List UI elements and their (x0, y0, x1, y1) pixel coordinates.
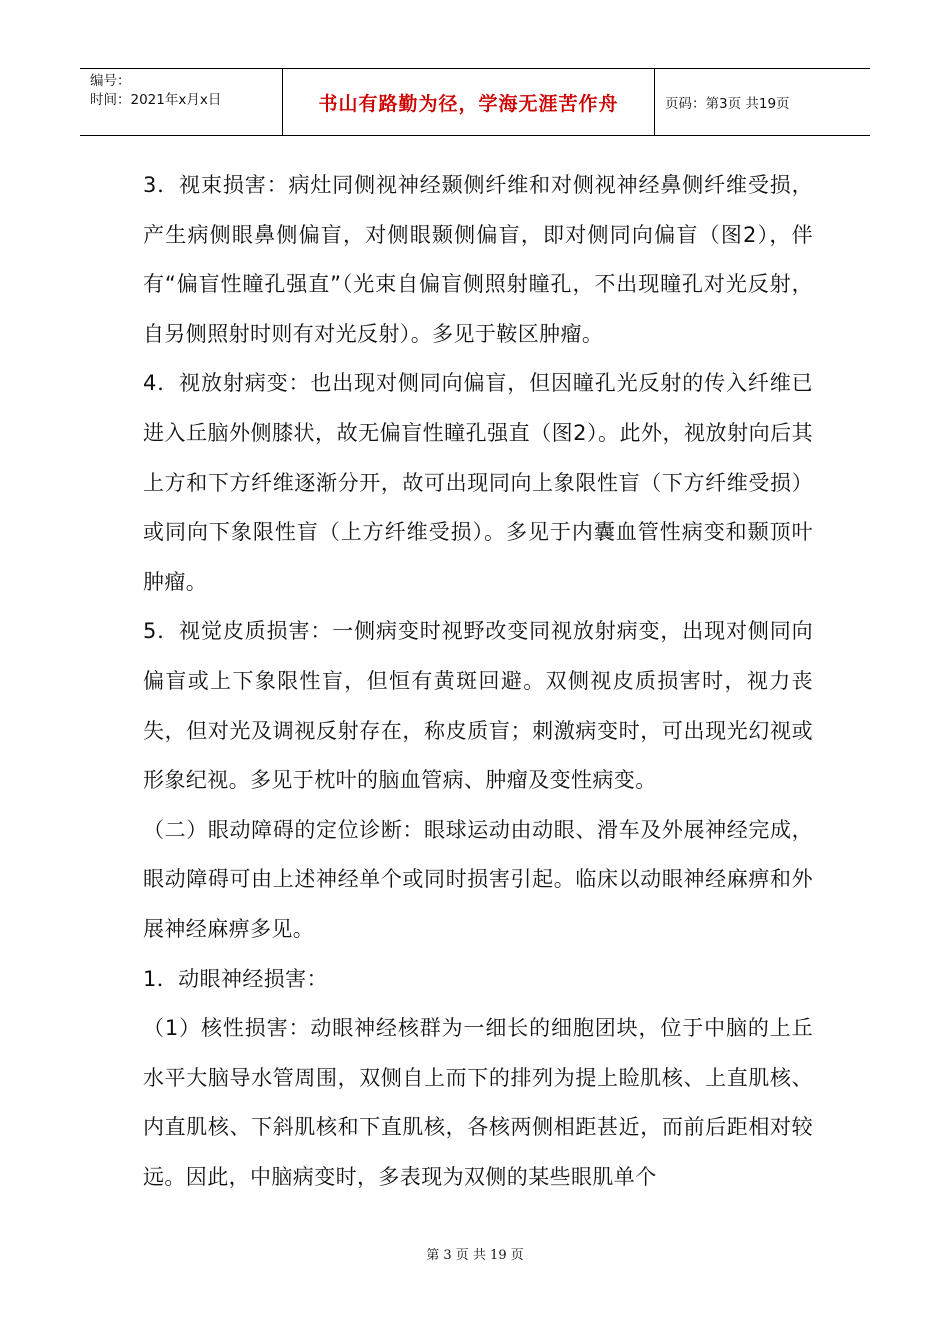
document-date: 时间：2021年x月x日 (90, 92, 222, 108)
paragraph-nuclear-lesion: （1）核性损害：动眼神经核群为一细长的细胞团块，位于中脑的上丘水平大脑导水管周围，双侧自上而下的排列为提上睑肌核、上直肌核、内直肌核、下斜肌核和下直肌核，各核两侧相距甚近，而前后距相对较远。因此，中脑病变时，多表现为双侧的某些眼肌单个 (143, 1016, 813, 1189)
heading-oculomotor: 1．动眼神经损害： (143, 966, 328, 991)
header-meta-cell (80, 69, 283, 135)
paragraph-eye-movement: （二）眼动障碍的定位诊断：眼球运动由动眼、滑车及外展神经完成，眼动障碍可由上述神经单个或同时损害引起。临床以动眼神经麻痹和外展神经麻痹多见。 (143, 817, 813, 941)
page-footer: 第 3 页 共 19 页 (426, 1248, 524, 1263)
paragraph-optic-tract: 3．视束损害：病灶同侧视神经颞侧纤维和对侧视神经鼻侧纤维受损，产生病侧眼鼻侧偏盲，对侧眼颞侧偏盲，即对侧同向偏盲（图2），伴有“偏盲性瞳孔强直”（光束自偏盲侧照射瞳孔，不出现瞳孔对光反射，自另侧照射时则有对光反射）。多见于鞍区肿瘤。 (143, 173, 813, 346)
page-header (80, 68, 870, 136)
header-page-cell (655, 69, 870, 135)
header-motto-cell (283, 69, 655, 135)
paragraph-optic-radiation: 4．视放射病变：也出现对侧同向偏盲，但因瞳孔光反射的传入纤维已进入丘脑外侧膝状，故无偏盲性瞳孔强直（图2）。此外，视放射向后其上方和下方纤维逐渐分开，故可出现同向上象限性盲（下方纤维受损）或同向下象限性盲（上方纤维受损）。多见于内囊血管性病变和颞顶叶肿瘤。 (143, 371, 813, 594)
paragraph-visual-cortex: 5．视觉皮质损害：一侧病变时视野改变同视放射病变，出现对侧同向偏盲或上下象限性盲，但恒有黄斑回避。双侧视皮质损害时，视力丧失，但对光及调视反射存在，称皮质盲；刺激病变时，可出现光幻视或形象纪视。多见于枕叶的脑血管病、肿瘤及变性病变。 (143, 619, 813, 793)
document-body (143, 161, 813, 1202)
header-motto: 书山有路勤为径，学海无涯苦作舟 (318, 92, 619, 115)
page-indicator: 第3页 共19页 (705, 96, 790, 112)
page-label: 页码： (665, 96, 706, 112)
document-number-label: 编号： (90, 73, 131, 89)
